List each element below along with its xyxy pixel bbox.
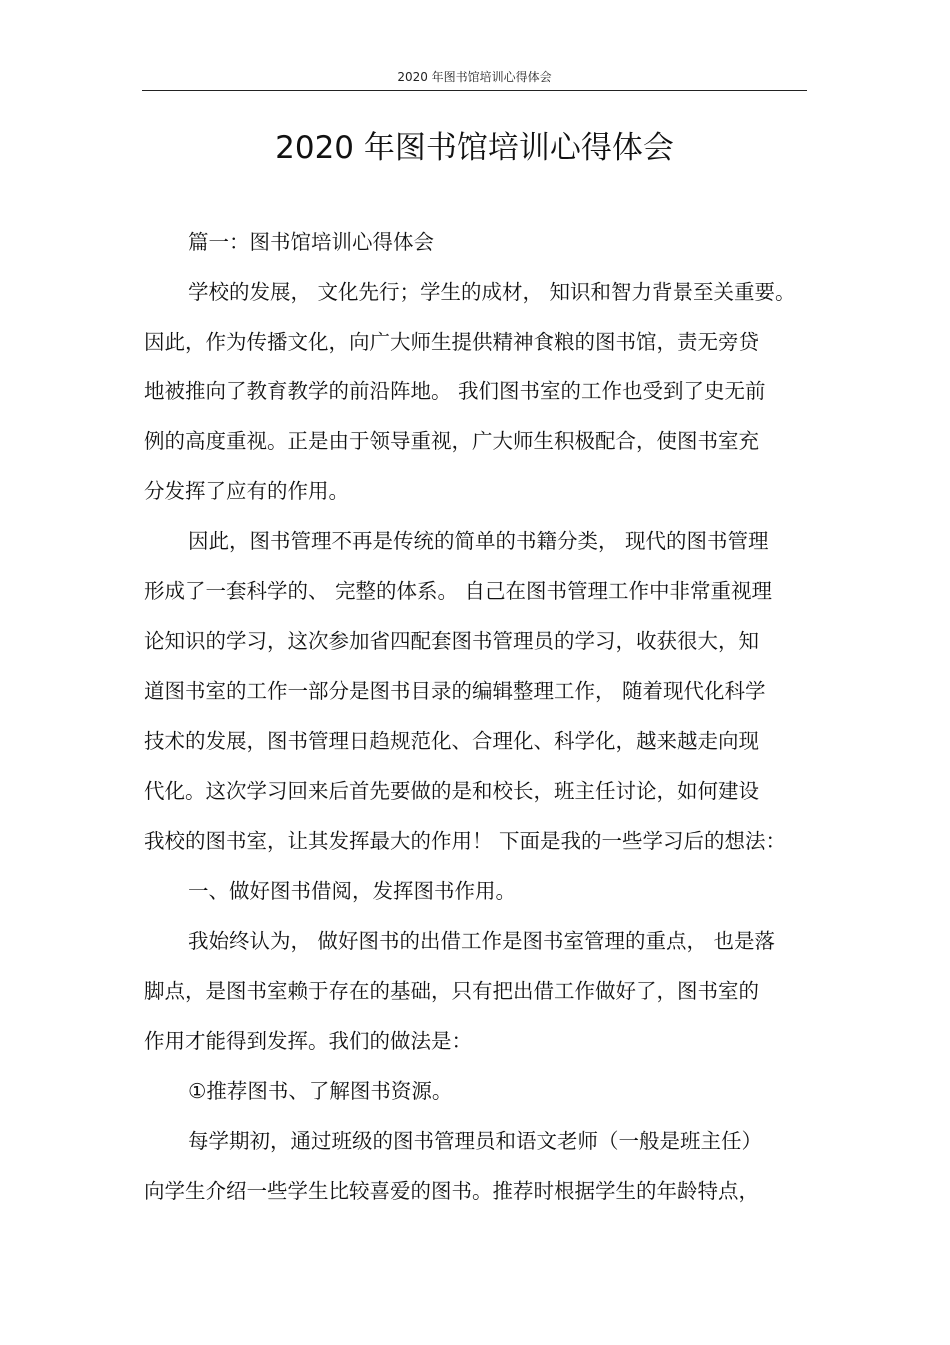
body-line-15: 我始终认为， 做好图书的出借工作是图书室管理的重点， 也是落 <box>188 929 776 953</box>
body-line-8: 形成了一套科学的、 完整的体系。 自己在图书管理工作中非常重视理 <box>144 579 773 603</box>
header-divider <box>142 90 807 91</box>
body-line-10: 道图书室的工作一部分是图书目录的编辑整理工作， 随着现代化科学 <box>144 679 766 703</box>
body-line-19: 每学期初，通过班级的图书管理员和语文老师（一般是班主任） <box>188 1129 762 1153</box>
body-line-6: 分发挥了应有的作用。 <box>144 479 349 503</box>
body-line-20: 向学生介绍一些学生比较喜爱的图书。推荐时根据学生的年龄特点， <box>144 1179 759 1203</box>
body-line-16: 脚点，是图书室赖于存在的基础，只有把出借工作做好了，图书室的 <box>144 979 759 1003</box>
body-line-12: 代化。这次学习回来后首先要做的是和校长，班主任讨论，如何建设 <box>144 779 759 803</box>
body-line-5: 例的高度重视。正是由于领导重视，广大师生积极配合，使图书室充 <box>144 429 759 453</box>
body-line-2: 学校的发展， 文化先行；学生的成材， 知识和智力背景至关重要。 <box>188 280 796 304</box>
body-line-17: 作用才能得到发挥。我们的做法是： <box>144 1029 472 1053</box>
body-line-11: 技术的发展，图书管理日趋规范化、合理化、科学化，越来越走向现 <box>144 729 759 753</box>
body-line-13: 我校的图书室，让其发挥最大的作用！ 下面是我的一些学习后的想法： <box>144 829 787 853</box>
body-line-1: 篇一：图书馆培训心得体会 <box>188 230 434 254</box>
running-header: 2020 年图书馆培训心得体会 <box>397 70 552 84</box>
numbered-item: ①推荐图书、了解图书资源。 <box>188 1079 453 1103</box>
body-line-7: 因此，图书管理不再是传统的简单的书籍分类， 现代的图书管理 <box>188 529 769 553</box>
section-heading: 一、做好图书借阅，发挥图书作用。 <box>188 879 516 903</box>
document-title: 2020 年图书馆培训心得体会 <box>275 130 674 166</box>
body-line-4: 地被推向了教育教学的前沿阵地。 我们图书室的工作也受到了史无前 <box>144 379 766 403</box>
body-line-9: 论知识的学习，这次参加省四配套图书管理员的学习，收获很大，知 <box>144 629 759 653</box>
body-line-3: 因此，作为传播文化，向广大师生提供精神食粮的图书馆，责无旁贷 <box>144 330 759 354</box>
